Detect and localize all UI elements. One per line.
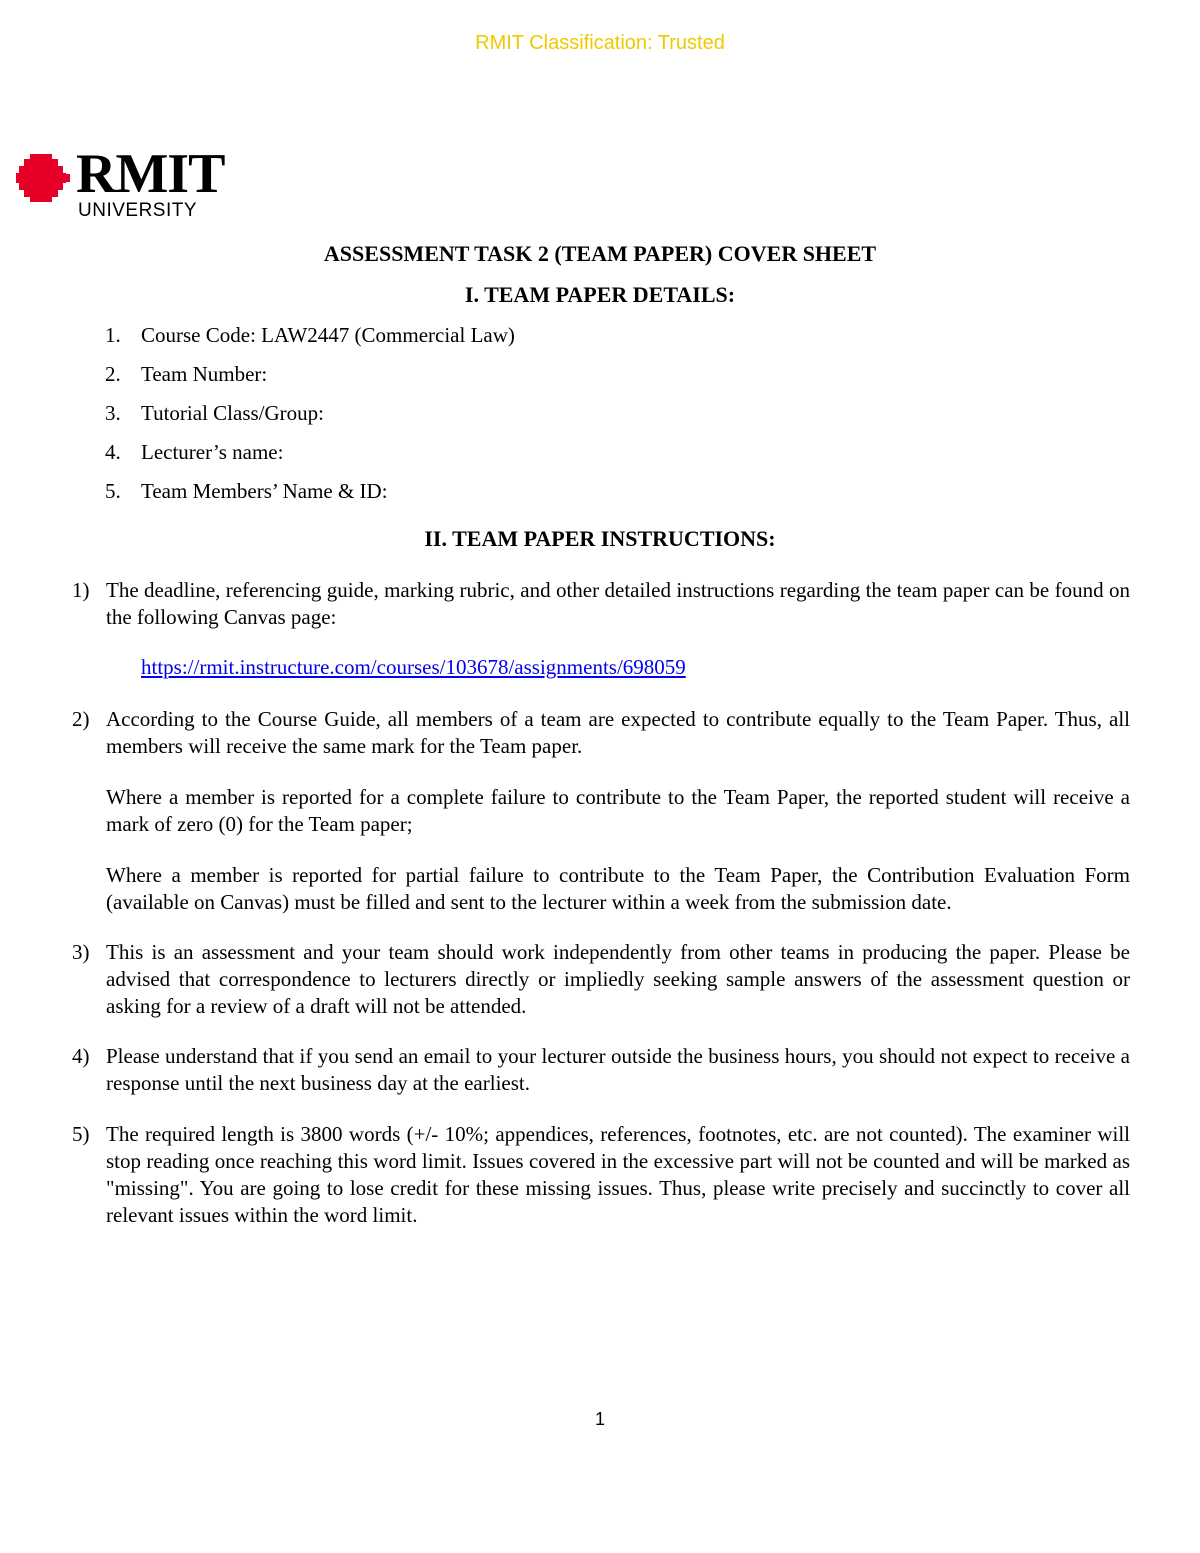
detail-item-team-members: 5. Team Members’ Name & ID: xyxy=(105,479,388,503)
page-title: ASSESSMENT TASK 2 (TEAM PAPER) COVER SHEET xyxy=(323,241,877,266)
instruction-text: The required length is 3800 words (+/- 10%; appendices, references, footnotes, etc. are not counted). The examiner will stop reading once reaching this word limit. Issues covered in the excessive part will not be counted and will be marked as "missing". You are going to lose credit for these missing issues. Thus, please write precisely and succinctly to cover all relevant issues within the word limit. xyxy=(106,1122,1130,1227)
rmit-pixel-icon xyxy=(16,154,70,202)
instruction-text: This is an assessment and your team should work independently from other teams in producing the paper. Please be advised that correspondence to lecturers directly or impliedly seeking sample answers of the assessment question or asking for a review of a draft will not be attended. xyxy=(106,940,1130,1018)
detail-item-team-number: 2. Team Number: xyxy=(105,362,268,386)
instruction-text: According to the Course Guide, all members of a team are expected to contribute equally to the Team Paper. Thus, all members will receive the same mark for the Team paper. xyxy=(106,707,1130,758)
instruction-item-4: 4) Please understand that if you send an email to your lecturer outside the business hours, you should not expect to receive a response until the next business day at the earliest. xyxy=(72,1044,1130,1095)
instruction-text: Please understand that if you send an email to your lecturer outside the business hours, you should not expect to receive a response until the next business day at the earliest. xyxy=(106,1044,1130,1095)
instruction-item-1: 1) The deadline, referencing guide, marking rubric, and other detailed instructions regarding the team paper can be found on the following Canvas page: xyxy=(72,578,1130,629)
section-2-title: II. TEAM PAPER INSTRUCTIONS: xyxy=(424,526,776,551)
instruction-item-2: 2) According to the Course Guide, all members of a team are expected to contribute equally to the Team Paper. Thus, all members will receive the same mark for the Team paper. Where a member is reported for a complete failure to contribute to the Team Paper, the reported student will receive a mark of zero (0) for the Team paper; Where a member is reported for partial failure to contribute to the Team Paper, the Contribution Evaluation Form (available on Canvas) must be filled and sent to the lecturer within a week from the submission date. xyxy=(72,707,1130,914)
rmit-logo xyxy=(16,143,236,230)
logo-wordmark: RMIT xyxy=(76,143,225,205)
page-number: 1 xyxy=(594,1409,605,1429)
instruction-text: Where a member is reported for partial failure to contribute to the Team Paper, the Contribution Evaluation Form (available on Canvas) must be filled and sent to the lecturer within a week from the submission date. xyxy=(106,863,1130,914)
instruction-text: The deadline, referencing guide, marking rubric, and other detailed instructions regarding the team paper can be found on the following Canvas page: xyxy=(106,578,1130,629)
logo-subtitle: UNIVERSITY xyxy=(78,200,198,221)
detail-item-course-code: 1. Course Code: LAW2447 (Commercial Law) xyxy=(105,323,515,347)
classification-label: RMIT Classification: Trusted xyxy=(475,32,725,54)
team-details-list xyxy=(105,320,515,515)
instruction-text: Where a member is reported for a complete failure to contribute to the Team Paper, the reported student will receive a mark of zero (0) for the Team paper; xyxy=(106,785,1130,836)
section-1-title: I. TEAM PAPER DETAILS: xyxy=(464,282,736,307)
instruction-item-5: 5) The required length is 3800 words (+/- 10%; appendices, references, footnotes, etc. are not counted). The examiner will stop reading once reaching this word limit. Issues covered in the excessive part will not be counted and will be marked as "missing". You are going to lose credit for these missing issues. Thus, please write precisely and succinctly to cover all relevant issues within the word limit. xyxy=(72,1122,1130,1227)
instruction-item-3: 3) This is an assessment and your team should work independently from other teams in producing the paper. Please be advised that correspondence to lecturers directly or impliedly seeking sample answers of the assessment question or asking for a review of a draft will not be attended. xyxy=(72,940,1130,1018)
canvas-assignment-link[interactable]: https://rmit.instructure.com/courses/103678/assignments/698059 xyxy=(141,655,686,679)
detail-item-tutorial-class: 3. Tutorial Class/Group: xyxy=(105,401,324,425)
detail-item-lecturer-name: 4. Lecturer’s name: xyxy=(105,440,284,464)
